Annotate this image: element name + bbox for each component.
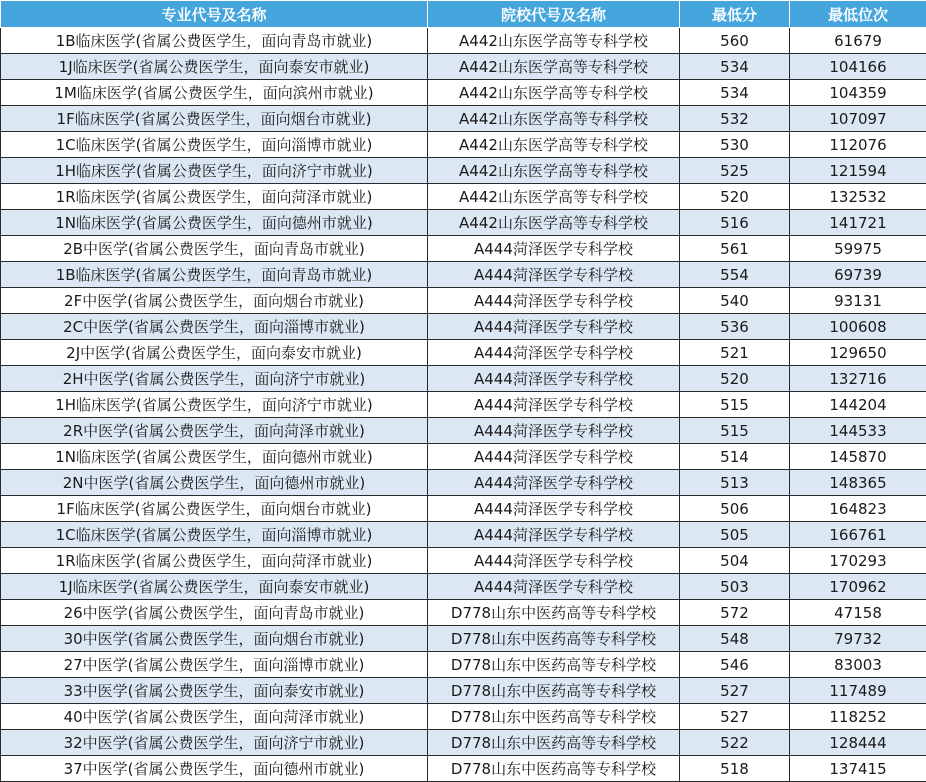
cell-school: A444菏泽医学专科学校	[428, 288, 680, 314]
cell-min-score: 515	[680, 392, 790, 418]
cell-school: A442山东医学高等专科学校	[428, 80, 680, 106]
cell-school: A442山东医学高等专科学校	[428, 106, 680, 132]
cell-school: A444菏泽医学专科学校	[428, 574, 680, 600]
cell-min-rank: 128444	[790, 730, 926, 756]
cell-min-rank: 69739	[790, 262, 926, 288]
cell-min-rank: 83003	[790, 652, 926, 678]
cell-min-rank: 166761	[790, 522, 926, 548]
cell-min-rank: 112076	[790, 132, 926, 158]
cell-school: A444菏泽医学专科学校	[428, 392, 680, 418]
cell-school: D778山东中医药高等专科学校	[428, 626, 680, 652]
cell-school: A444菏泽医学专科学校	[428, 470, 680, 496]
cell-major: 1H临床医学(省属公费医学生，面向济宁市就业)	[1, 158, 428, 184]
cell-min-score: 515	[680, 418, 790, 444]
cell-min-rank: 47158	[790, 600, 926, 626]
cell-school: D778山东中医药高等专科学校	[428, 678, 680, 704]
table-row	[1, 288, 926, 314]
cell-school: D778山东中医药高等专科学校	[428, 756, 680, 782]
cell-min-rank: 104359	[790, 80, 926, 106]
cell-school: A442山东医学高等专科学校	[428, 158, 680, 184]
cell-school: A444菏泽医学专科学校	[428, 236, 680, 262]
cell-min-rank: 144533	[790, 418, 926, 444]
cell-min-score: 534	[680, 80, 790, 106]
cell-min-rank: 100608	[790, 314, 926, 340]
cell-major: 1B临床医学(省属公费医学生，面向青岛市就业)	[1, 28, 428, 54]
cell-min-rank: 170293	[790, 548, 926, 574]
cell-min-rank: 148365	[790, 470, 926, 496]
cell-major: 2N中医学(省属公费医学生，面向德州市就业)	[1, 470, 428, 496]
cell-major: 1J临床医学(省属公费医学生，面向泰安市就业)	[1, 54, 428, 80]
table-row	[1, 54, 926, 80]
cell-major: 2B中医学(省属公费医学生，面向青岛市就业)	[1, 236, 428, 262]
cell-min-rank: 145870	[790, 444, 926, 470]
cell-major: 32中医学(省属公费医学生，面向济宁市就业)	[1, 730, 428, 756]
cell-min-score: 503	[680, 574, 790, 600]
cell-school: A444菏泽医学专科学校	[428, 522, 680, 548]
table-row	[1, 704, 926, 730]
cell-min-rank: 170962	[790, 574, 926, 600]
cell-min-score: 506	[680, 496, 790, 522]
cell-major: 1C临床医学(省属公费医学生，面向淄博市就业)	[1, 132, 428, 158]
cell-major: 27中医学(省属公费医学生，面向淄博市就业)	[1, 652, 428, 678]
cell-min-rank: 164823	[790, 496, 926, 522]
table-row	[1, 522, 926, 548]
cell-min-score: 527	[680, 704, 790, 730]
cell-min-rank: 118252	[790, 704, 926, 730]
cell-min-score: 534	[680, 54, 790, 80]
cell-min-rank: 107097	[790, 106, 926, 132]
cell-min-score: 520	[680, 184, 790, 210]
cell-min-rank: 141721	[790, 210, 926, 236]
table-row	[1, 314, 926, 340]
cell-school: D778山东中医药高等专科学校	[428, 704, 680, 730]
cell-school: A444菏泽医学专科学校	[428, 340, 680, 366]
cell-major: 1B临床医学(省属公费医学生，面向青岛市就业)	[1, 262, 428, 288]
table-row	[1, 262, 926, 288]
cell-min-score: 548	[680, 626, 790, 652]
cell-min-score: 514	[680, 444, 790, 470]
cell-min-rank: 132716	[790, 366, 926, 392]
cell-major: 1N临床医学(省属公费医学生，面向德州市就业)	[1, 444, 428, 470]
cell-major: 1F临床医学(省属公费医学生，面向烟台市就业)	[1, 496, 428, 522]
cell-min-score: 554	[680, 262, 790, 288]
cell-school: A444菏泽医学专科学校	[428, 418, 680, 444]
table-row	[1, 158, 926, 184]
cell-min-score: 536	[680, 314, 790, 340]
table-row	[1, 574, 926, 600]
table-row	[1, 236, 926, 262]
column-header-min-rank: 最低位次	[790, 1, 926, 28]
cell-major: 1C临床医学(省属公费医学生，面向淄博市就业)	[1, 522, 428, 548]
table-row	[1, 80, 926, 106]
cell-min-score: 525	[680, 158, 790, 184]
table-row	[1, 730, 926, 756]
cell-major: 2R中医学(省属公费医学生，面向菏泽市就业)	[1, 418, 428, 444]
cell-major: 1H临床医学(省属公费医学生，面向济宁市就业)	[1, 392, 428, 418]
cell-school: A442山东医学高等专科学校	[428, 54, 680, 80]
cell-school: A442山东医学高等专科学校	[428, 184, 680, 210]
cell-major: 37中医学(省属公费医学生，面向德州市就业)	[1, 756, 428, 782]
cell-major: 1J临床医学(省属公费医学生，面向泰安市就业)	[1, 574, 428, 600]
header-row	[1, 1, 926, 28]
cell-min-rank: 132532	[790, 184, 926, 210]
cell-school: A444菏泽医学专科学校	[428, 314, 680, 340]
cell-min-score: 522	[680, 730, 790, 756]
cell-min-score: 572	[680, 600, 790, 626]
table-row	[1, 340, 926, 366]
cell-major: 30中医学(省属公费医学生，面向烟台市就业)	[1, 626, 428, 652]
cell-major: 1R临床医学(省属公费医学生，面向菏泽市就业)	[1, 184, 428, 210]
cell-min-score: 560	[680, 28, 790, 54]
table-row	[1, 470, 926, 496]
cell-min-rank: 144204	[790, 392, 926, 418]
cell-major: 33中医学(省属公费医学生，面向泰安市就业)	[1, 678, 428, 704]
cell-min-score: 518	[680, 756, 790, 782]
cell-min-rank: 104166	[790, 54, 926, 80]
table-row	[1, 496, 926, 522]
cell-min-rank: 121594	[790, 158, 926, 184]
cell-school: A444菏泽医学专科学校	[428, 496, 680, 522]
cell-major: 26中医学(省属公费医学生，面向青岛市就业)	[1, 600, 428, 626]
cell-min-rank: 79732	[790, 626, 926, 652]
cell-school: A442山东医学高等专科学校	[428, 28, 680, 54]
cell-major: 1N临床医学(省属公费医学生，面向德州市就业)	[1, 210, 428, 236]
cell-min-score: 546	[680, 652, 790, 678]
table-row	[1, 548, 926, 574]
cell-min-score: 505	[680, 522, 790, 548]
cell-school: D778山东中医药高等专科学校	[428, 600, 680, 626]
column-header-major: 专业代号及名称	[1, 1, 428, 28]
cell-school: D778山东中医药高等专科学校	[428, 652, 680, 678]
cell-min-rank: 61679	[790, 28, 926, 54]
table-row	[1, 28, 926, 54]
cell-school: A444菏泽医学专科学校	[428, 444, 680, 470]
cell-major: 2F中医学(省属公费医学生，面向烟台市就业)	[1, 288, 428, 314]
cell-min-score: 521	[680, 340, 790, 366]
cell-min-score: 516	[680, 210, 790, 236]
cell-major: 1R临床医学(省属公费医学生，面向菏泽市就业)	[1, 548, 428, 574]
cell-school: A444菏泽医学专科学校	[428, 548, 680, 574]
cell-min-rank: 137415	[790, 756, 926, 782]
table-row	[1, 132, 926, 158]
table-body	[1, 28, 926, 782]
cell-min-score: 540	[680, 288, 790, 314]
table-row	[1, 392, 926, 418]
table-row	[1, 626, 926, 652]
cell-school: A444菏泽医学专科学校	[428, 366, 680, 392]
cell-major: 40中医学(省属公费医学生，面向菏泽市就业)	[1, 704, 428, 730]
cell-school: A442山东医学高等专科学校	[428, 210, 680, 236]
cell-major: 1M临床医学(省属公费医学生，面向滨州市就业)	[1, 80, 428, 106]
cell-major: 2H中医学(省属公费医学生，面向济宁市就业)	[1, 366, 428, 392]
table-row	[1, 106, 926, 132]
column-header-school: 院校代号及名称	[428, 1, 680, 28]
cell-min-score: 532	[680, 106, 790, 132]
cell-min-score: 561	[680, 236, 790, 262]
table-row	[1, 418, 926, 444]
table-row	[1, 184, 926, 210]
column-header-min-score: 最低分	[680, 1, 790, 28]
cell-min-score: 504	[680, 548, 790, 574]
cell-school: A444菏泽医学专科学校	[428, 262, 680, 288]
cell-min-rank: 129650	[790, 340, 926, 366]
table-row	[1, 444, 926, 470]
table-row	[1, 756, 926, 782]
cell-school: A442山东医学高等专科学校	[428, 132, 680, 158]
cell-min-score: 527	[680, 678, 790, 704]
cell-major: 1F临床医学(省属公费医学生，面向烟台市就业)	[1, 106, 428, 132]
cell-min-score: 513	[680, 470, 790, 496]
table-row	[1, 366, 926, 392]
cell-min-rank: 117489	[790, 678, 926, 704]
cell-school: D778山东中医药高等专科学校	[428, 730, 680, 756]
table-row	[1, 652, 926, 678]
cell-min-score: 530	[680, 132, 790, 158]
table-row	[1, 678, 926, 704]
cell-major: 2C中医学(省属公费医学生，面向淄博市就业)	[1, 314, 428, 340]
table-row	[1, 600, 926, 626]
cell-min-score: 520	[680, 366, 790, 392]
cell-min-rank: 59975	[790, 236, 926, 262]
cell-min-rank: 93131	[790, 288, 926, 314]
cell-major: 2J中医学(省属公费医学生，面向泰安市就业)	[1, 340, 428, 366]
table-row	[1, 210, 926, 236]
